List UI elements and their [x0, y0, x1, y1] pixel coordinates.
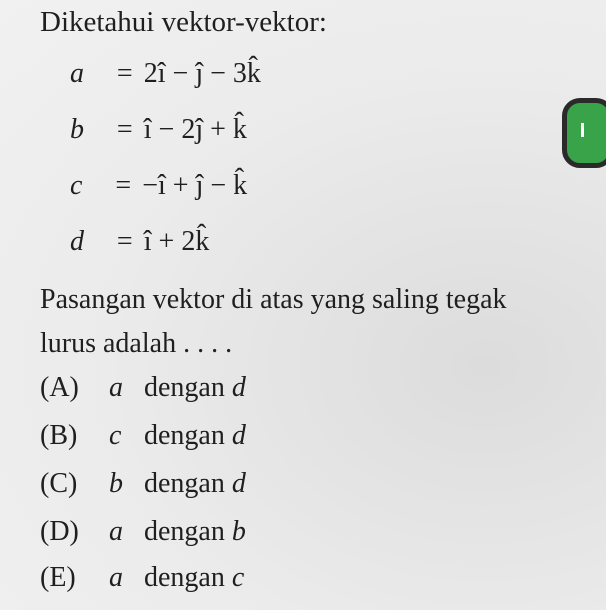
option-vector-1: b⃗ [109, 468, 145, 499]
option-letter: (E) [40, 562, 76, 593]
option-letter: (B) [40, 420, 78, 451]
option-word: dengan [144, 420, 225, 451]
option-vector-2: d⃗ [231, 372, 268, 403]
option-word: dengan [144, 468, 225, 499]
question-line-1: Pasangan vektor di atas yang saling tegak [40, 284, 507, 315]
option-c[interactable] [40, 468, 268, 500]
vector-expression: î − 2ĵ + k̂ [143, 114, 247, 145]
green-tab-icon[interactable] [562, 98, 606, 168]
option-d[interactable] [40, 516, 268, 548]
vector-c-row [70, 170, 247, 202]
option-letter: (C) [40, 468, 78, 499]
option-b[interactable] [40, 420, 268, 452]
vector-name: c⃗ [70, 170, 105, 201]
vector-b-row [70, 114, 247, 146]
option-vector-1: a⃗ [109, 372, 145, 403]
option-letter: (D) [40, 516, 79, 547]
vector-expression: −î + ĵ − k̂ [142, 170, 248, 201]
equals-sign: = [116, 226, 133, 257]
option-vector-2: c⃗ [231, 562, 267, 593]
vector-name: a⃗ [70, 58, 106, 89]
option-letter: (A) [40, 372, 79, 403]
equals-sign: = [116, 58, 133, 89]
vector-a-row [70, 58, 261, 90]
option-vector-2: d⃗ [231, 468, 268, 499]
vector-expression: 2î − ĵ − 3k̂ [143, 58, 261, 89]
option-vector-2: d⃗ [231, 420, 268, 451]
vector-d-row [70, 226, 209, 258]
option-word: dengan [144, 516, 225, 547]
vector-expression: î + 2k̂ [143, 226, 210, 257]
equals-sign: = [116, 114, 133, 145]
vector-name: b⃗ [70, 114, 106, 145]
question-line-2: lurus adalah . . . . [40, 328, 233, 359]
vector-name: d⃗ [70, 226, 106, 257]
option-vector-2: b⃗ [231, 516, 268, 547]
option-a[interactable] [40, 372, 268, 404]
option-vector-1: a⃗ [109, 516, 145, 547]
equals-sign: = [115, 170, 132, 201]
option-vector-1: a⃗ [109, 562, 145, 593]
tab-mark-icon [581, 123, 584, 137]
heading: Diketahui vektor-vektor: [40, 6, 327, 38]
option-word: dengan [144, 562, 225, 593]
option-e[interactable] [40, 562, 266, 594]
option-vector-1: c⃗ [109, 420, 144, 451]
option-word: dengan [144, 372, 225, 403]
